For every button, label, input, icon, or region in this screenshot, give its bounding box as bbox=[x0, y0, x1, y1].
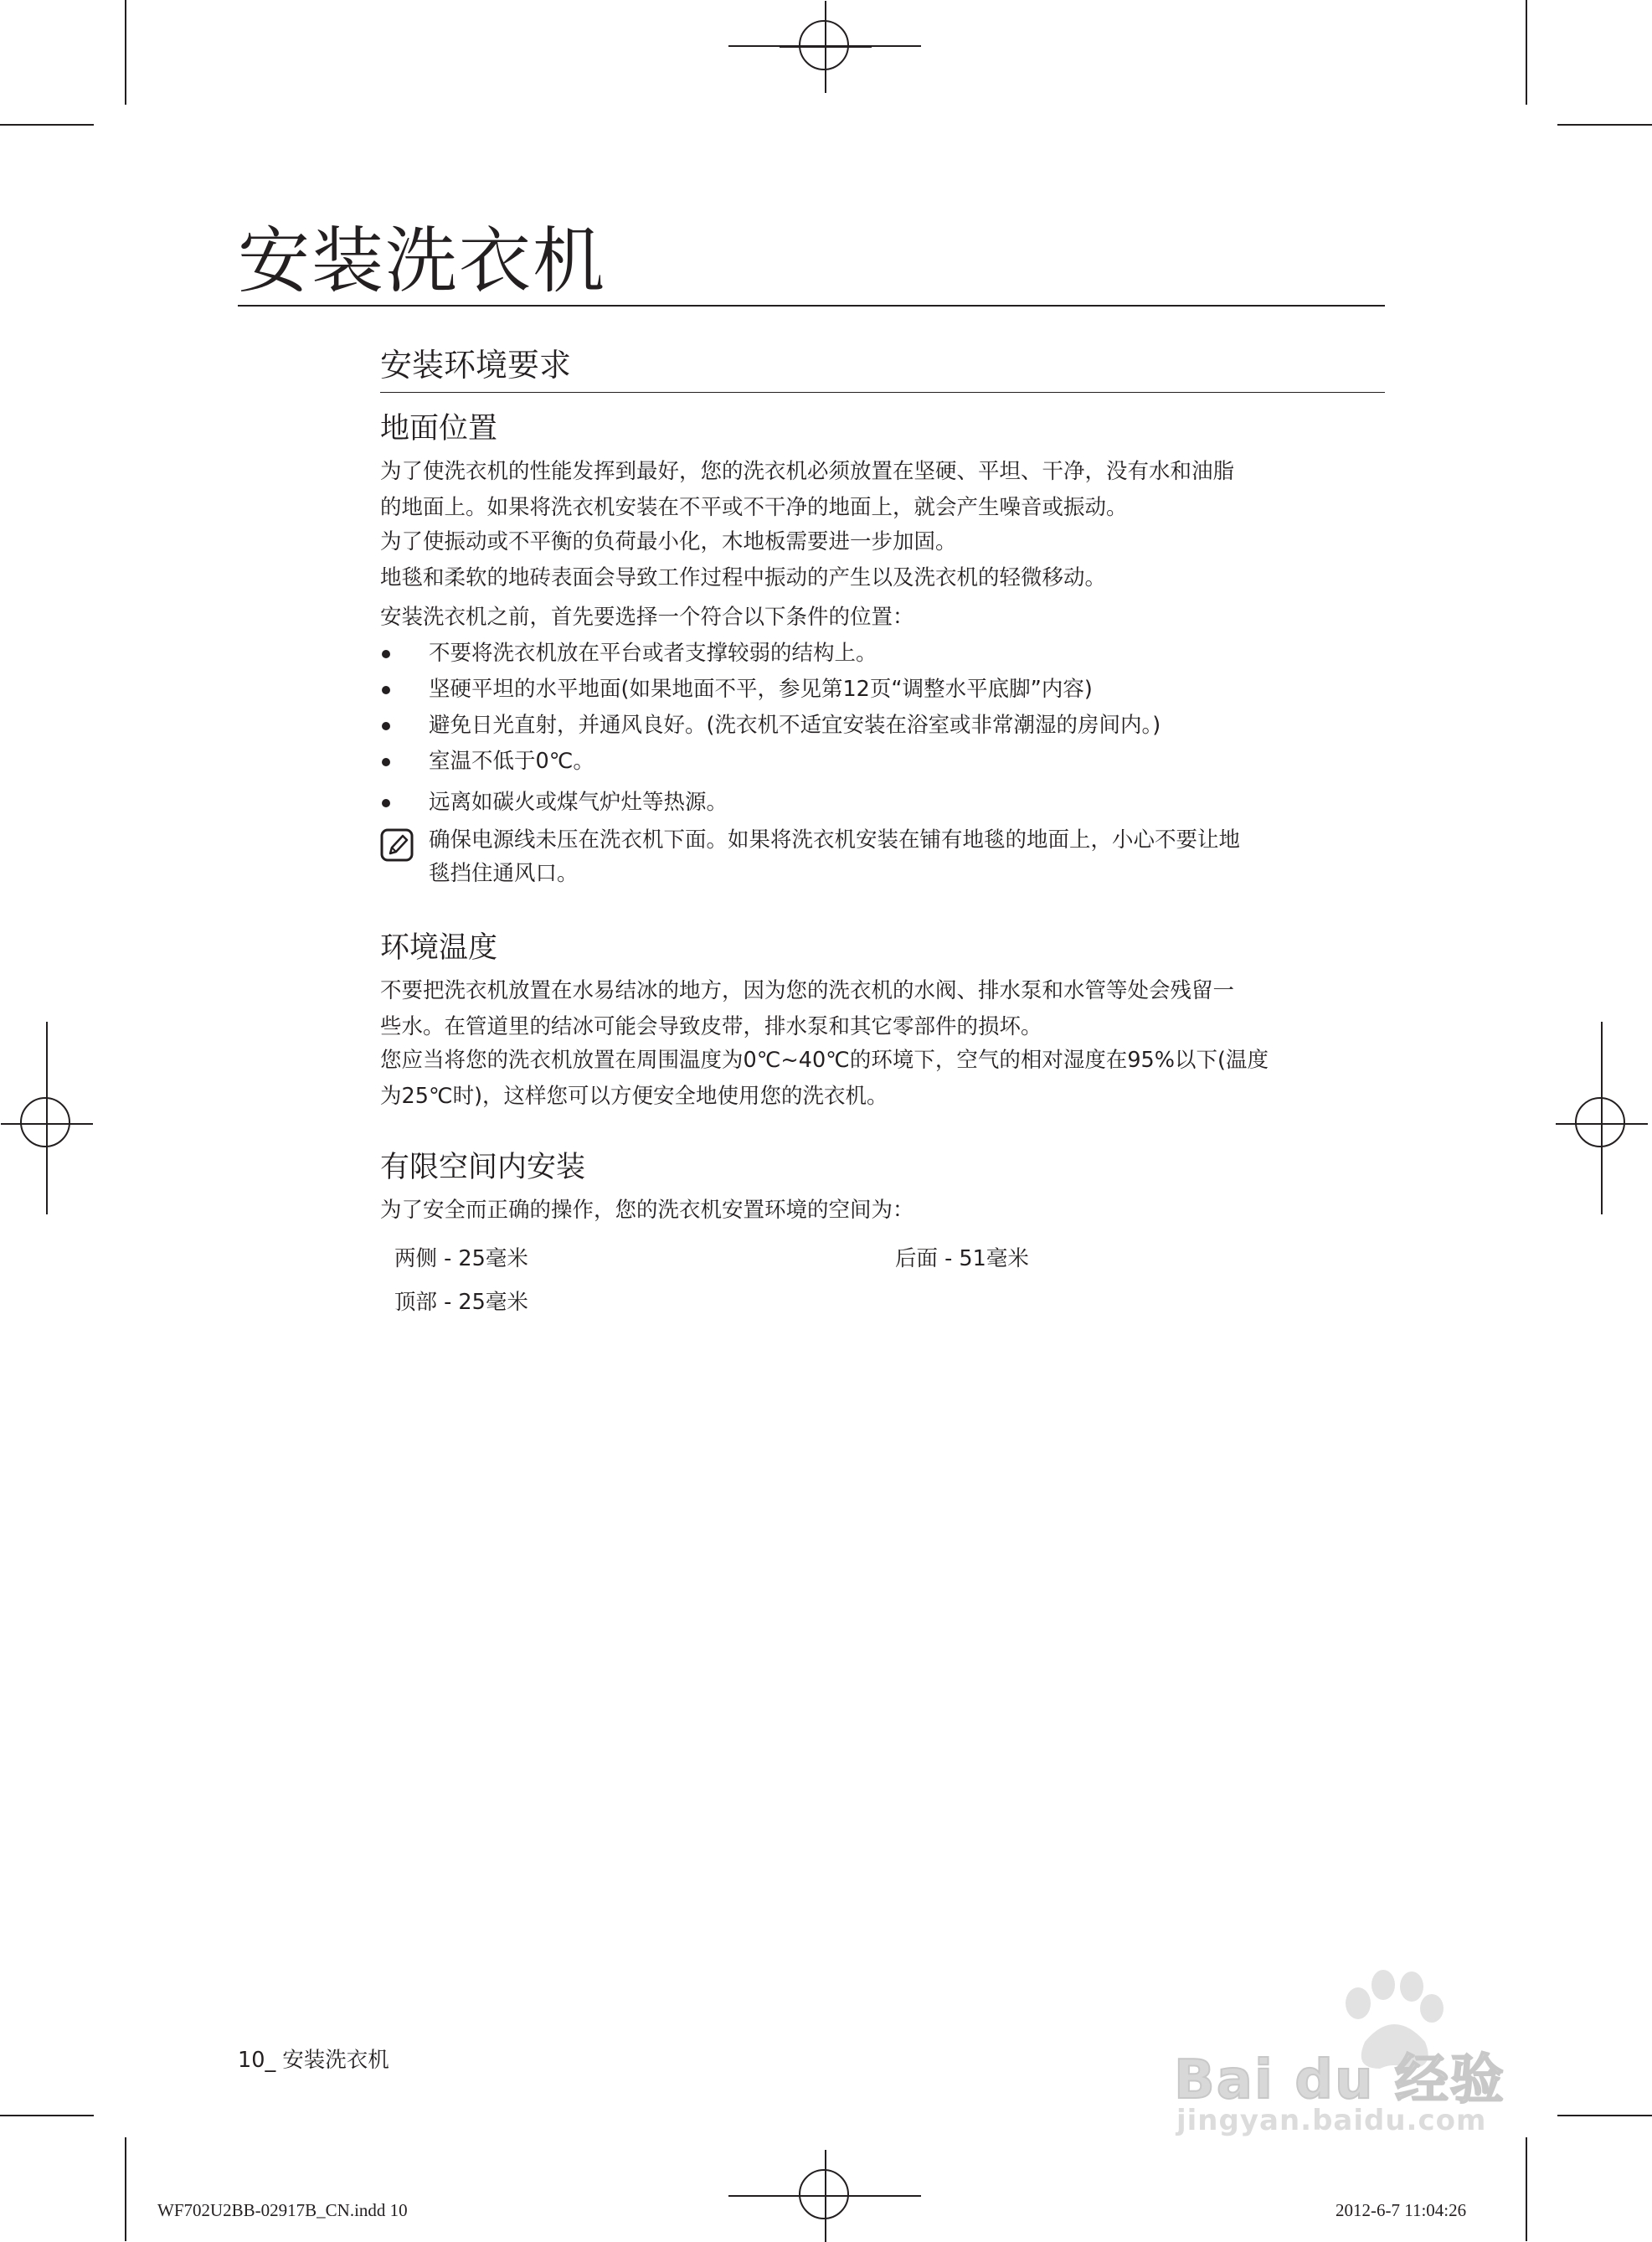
floor-paragraph-1-line-1: 为了使洗衣机的性能发挥到最好，您的洗衣机必须放置在坚硬、平坦、干净，没有水和油脂 bbox=[380, 459, 1235, 484]
print-file-slug: WF702U2BB-02917B_CN.indd 10 bbox=[157, 2200, 408, 2220]
bullet-icon bbox=[382, 758, 390, 766]
crop-mark bbox=[1526, 0, 1527, 105]
list-item bbox=[380, 744, 1389, 780]
note-pencil-icon bbox=[380, 828, 414, 862]
list-item bbox=[380, 672, 1389, 708]
crop-mark bbox=[1526, 2137, 1527, 2241]
note-text bbox=[429, 823, 1389, 890]
temperature-paragraph-1-line-2: 些水。在管道里的结冰可能会导致皮带，排水泵和其它零部件的损坏。 bbox=[380, 1014, 1042, 1039]
watermark-logo: Bai du 经验 bbox=[1174, 2049, 1505, 2111]
list-item bbox=[380, 708, 1389, 744]
bullet-icon bbox=[382, 722, 390, 730]
clearance-sides: 两侧 - 25毫米 bbox=[394, 1246, 528, 1271]
floor-heading: 地面位置 bbox=[380, 412, 498, 446]
registration-mark-icon bbox=[780, 1, 872, 93]
crop-mark bbox=[0, 124, 94, 126]
temperature-paragraph-2 bbox=[380, 1043, 1389, 1115]
page-title: 安装洗衣机 bbox=[238, 219, 606, 303]
list-item-text: 坚硬平坦的水平地面(如果地面不平，参见第12页“调整水平底脚”内容) bbox=[429, 677, 1093, 702]
section-divider bbox=[380, 392, 1385, 393]
temperature-heading: 环境温度 bbox=[380, 931, 498, 965]
floor-paragraph-1 bbox=[380, 454, 1389, 526]
crop-mark bbox=[1557, 2115, 1652, 2116]
temperature-paragraph-2-line-2: 为25℃时)，这样您可以方便安全地使用您的洗衣机。 bbox=[380, 1084, 888, 1109]
floor-paragraph-3: 地毯和柔软的地砖表面会导致工作过程中振动的产生以及洗衣机的轻微移动。 bbox=[380, 565, 1107, 590]
confined-intro: 为了安全而正确的操作，您的洗衣机安置环境的空间为： bbox=[380, 1198, 914, 1223]
floor-paragraph-2: 为了使振动或不平衡的负荷最小化，木地板需要进一步加固。 bbox=[380, 529, 957, 554]
list-item-text: 不要将洗衣机放在平台或者支撑较弱的结构上。 bbox=[429, 641, 877, 666]
crop-mark bbox=[0, 2115, 94, 2116]
bullet-icon bbox=[382, 686, 390, 694]
list-item bbox=[380, 785, 1389, 821]
list-item-text: 避免日光直射，并通风良好。(洗衣机不适宜安装在浴室或非常潮湿的房间内。) bbox=[429, 713, 1161, 738]
note-line-1: 确保电源线未压在洗衣机下面。如果将洗衣机安装在铺有地毯的地面上，小心不要让地 bbox=[429, 827, 1241, 853]
floor-intro: 安装洗衣机之前，首先要选择一个符合以下条件的位置： bbox=[380, 605, 914, 630]
temperature-paragraph-1-line-1: 不要把洗衣机放置在水易结冰的地方，因为您的洗衣机的水阀、排水泵和水管等处会残留一 bbox=[380, 978, 1235, 1003]
registration-mark-icon bbox=[780, 2150, 872, 2242]
list-item-text: 室温不低于0℃。 bbox=[429, 749, 594, 774]
watermark-url: jingyan.baidu.com bbox=[1176, 2104, 1487, 2137]
temperature-paragraph-1 bbox=[380, 973, 1389, 1045]
clearance-back: 后面 - 51毫米 bbox=[895, 1246, 1029, 1271]
crop-mark bbox=[125, 2137, 126, 2241]
baidu-watermark bbox=[1164, 1951, 1532, 2119]
bullet-icon bbox=[382, 650, 390, 658]
crop-mark bbox=[125, 0, 126, 105]
page-footer: 10_ 安装洗衣机 bbox=[238, 2048, 389, 2073]
temperature-paragraph-2-line-1: 您应当将您的洗衣机放置在周围温度为0℃~40℃的环境下，空气的相对湿度在95%以下(温度 bbox=[380, 1048, 1269, 1073]
section-title: 安装环境要求 bbox=[380, 347, 572, 384]
title-divider bbox=[238, 305, 1385, 307]
list-item-text: 远离如碳火或煤气炉灶等热源。 bbox=[429, 790, 728, 815]
floor-paragraph-1-line-2: 的地面上。如果将洗衣机安装在不平或不干净的地面上，就会产生噪音或振动。 bbox=[380, 495, 1128, 520]
registration-mark-icon bbox=[1556, 1078, 1648, 1170]
clearance-top: 顶部 - 25毫米 bbox=[394, 1290, 528, 1315]
registration-mark-icon bbox=[1, 1078, 93, 1170]
note-line-2: 毯挡住通风口。 bbox=[429, 861, 579, 886]
bullet-icon bbox=[382, 799, 390, 807]
print-date-slug: 2012-6-7 11:04:26 bbox=[1335, 2200, 1467, 2220]
confined-heading: 有限空间内安装 bbox=[380, 1151, 586, 1184]
floor-conditions-list bbox=[380, 636, 1389, 821]
crop-mark bbox=[1557, 124, 1652, 126]
list-item bbox=[380, 636, 1389, 672]
